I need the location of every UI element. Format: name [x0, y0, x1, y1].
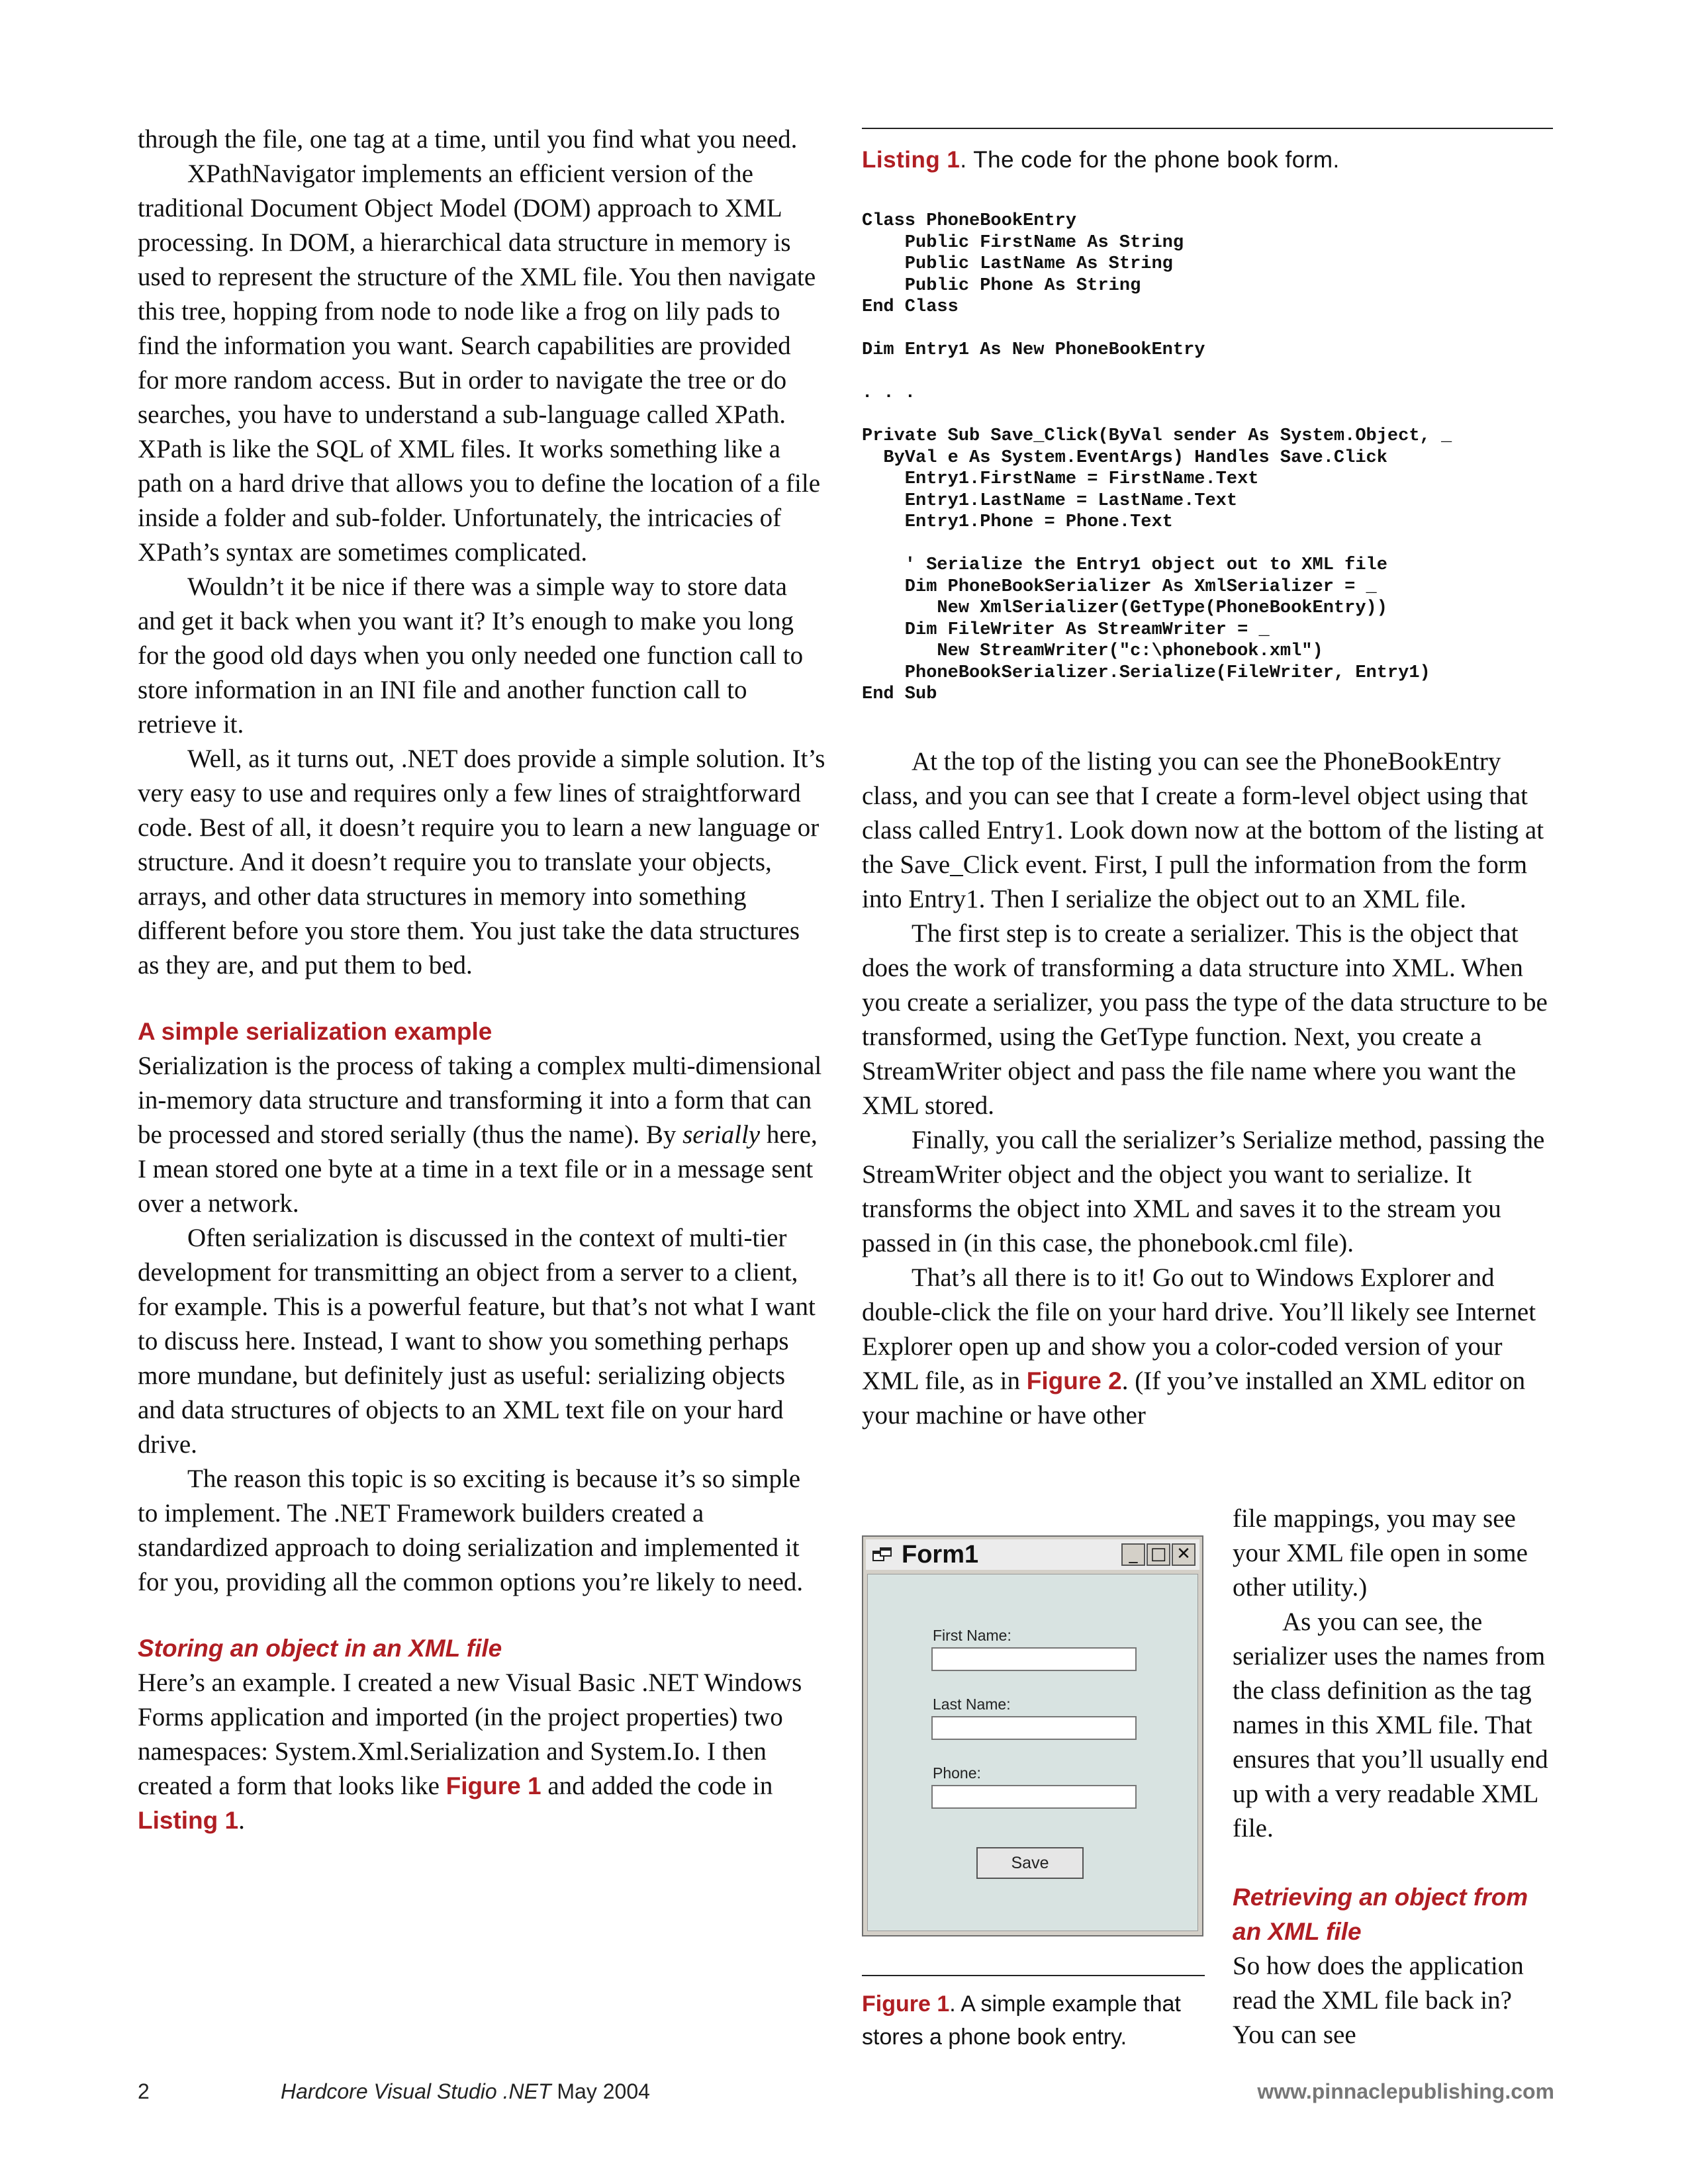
figure-2-reference: Figure 2 — [1026, 1367, 1122, 1394]
left-paragraph-4: Well, as it turns out, .NET does provide a simple solution. It’s very easy to use and requires only a few lines of straightforward code. Best of all, it doesn’t require you to learn a new language or structure. And it doesn’t require you to translate your objects, arrays, and other data structures in memory into something different before you store them. You just take the data structures as they are, and put them to bed. — [138, 745, 825, 979]
left-column — [138, 122, 826, 1838]
right-paragraph-4-b: . (If you’ve installed an XML editor on your machine or have other — [862, 1367, 1526, 1430]
publisher-url[interactable]: www.pinnaclepublishing.com — [1257, 2079, 1554, 2103]
left-paragraph-8-a: Here’s an example. I created a new Visual Basic .NET Windows Forms application and imported (in the project properties) two namespaces: System.Xml.Serialization and System.Io. I then created a form that looks like — [138, 1668, 802, 1800]
listing-label: Listing 1 — [862, 147, 961, 173]
listing-caption — [862, 144, 1340, 176]
listing-top-rule — [862, 128, 1553, 129]
left-paragraph-5-b: here, I mean stored one byte at a time in a text file or in a message sent over a network. — [138, 1120, 818, 1218]
last-name-input[interactable] — [931, 1716, 1137, 1740]
heading-simple-serialization: A simple serialization example — [138, 1018, 492, 1045]
right-paragraph-5: As you can see, the serializer uses the names from the class definition as the tag names in this XML file. That ensures that you’ll usually end up with a very readable XML file. — [1233, 1608, 1548, 1843]
first-name-label: First Name: — [933, 1627, 1011, 1644]
publication-date: May 2004 — [557, 2079, 650, 2103]
emphasis-serially: serially — [682, 1120, 761, 1149]
window-title-bar[interactable] — [866, 1539, 1199, 1570]
right-narrow-column — [1233, 1502, 1557, 2052]
left-paragraph-3: Wouldn’t it be nice if there was a simple way to store data and get it back when you want it? It’s enough to make you long for the good old days when you only needed one function call to store information in an INI file and another function call to retrieve it. — [138, 572, 804, 739]
right-column — [862, 745, 1554, 1433]
left-paragraph-2: XPathNavigator implements an efficient version of the traditional Document Object Model (DOM) approach to XML processing. In DOM, a hierarchical data structure in memory is used to represent the structure of the XML file. You then navigate this tree, hopping from node to node like a frog on lily pads to find the information you want. Search capabilities are provided for more random access. But in order to navigate the tree or do searches, you have to understand a sub-language called XPath. XPath is like the SQL of XML files. It works something like a path on a hard drive that allows you to define the location of a file inside a folder and sub-folder. Unfortunately, the intricacies of XPath’s syntax are sometimes complicated. — [138, 159, 821, 567]
figure-label: Figure 1 — [862, 1991, 950, 2017]
phone-input[interactable] — [931, 1785, 1137, 1809]
right-paragraph-4 — [862, 1261, 1554, 1433]
left-paragraph-8-b: and added the code in — [541, 1772, 773, 1800]
listing-1-reference: Listing 1 — [138, 1807, 239, 1834]
left-paragraph-1: through the file, one tag at a time, until you find what you need. — [138, 125, 798, 154]
form1-window — [862, 1535, 1203, 1936]
left-paragraph-8 — [138, 1666, 826, 1838]
right-paragraph-3: Finally, you call the serializer’s Serialize method, passing the StreamWriter object and the object you want to serialize. It transforms the object into XML and saves it to the stream you passed in (in this case, the phonebook.cml file). — [862, 1126, 1545, 1257]
right-paragraph-6: So how does the application read the XML file back in? You can see — [1233, 1952, 1524, 2049]
code-listing: Class PhoneBookEntry Public FirstName As String Public LastName As String Public Phone As String End Class Dim Entry1 As New PhoneBookEntry . . . Private Sub Save_Click(ByVal sender As System.Object, _ ByVal e As System.EventArgs) Handles Save.Click Entry1.FirstName = FirstName.Text Entry1.LastName = LastName.Text Entry1.Phone = Phone.Text ' Serialize the Entry1 object out to XML file Dim PhoneBookSerializer As XmlSerializer = _ New XmlSerializer(GetType(PhoneBookEntry)) Dim FileWriter As StreamWriter = _ New StreamWriter("c:\phonebook.xml") PhoneBookSerializer.Serialize(FileWriter, Entry1) End Sub — [862, 211, 1452, 704]
right-paragraph-1: At the top of the listing you can see the PhoneBookEntry class, and you can see that I create a form-level object using that class called Entry1. Look down now at the bottom of the listing at the Save_Click event. First, I pull the information from the form into Entry1. Then I serialize the object out to an XML file. — [862, 747, 1544, 913]
save-button[interactable]: Save — [976, 1847, 1084, 1879]
maximize-button[interactable]: □ — [1147, 1543, 1170, 1566]
left-paragraph-8-c: . — [238, 1806, 245, 1835]
window-title: Form1 — [902, 1541, 979, 1569]
figure-caption-text: . A simple example that stores a phone book entry. — [862, 1991, 1181, 2050]
last-name-label: Last Name: — [933, 1696, 1011, 1713]
figure-caption — [862, 1987, 1219, 2054]
form-window-icon — [872, 1547, 892, 1562]
figure-1-reference: Figure 1 — [445, 1772, 541, 1799]
form-client-area — [867, 1574, 1198, 1931]
left-paragraph-5 — [138, 1049, 826, 1221]
right-paragraph-4-continued: file mappings, you may see your XML file open in some other utility.) — [1233, 1504, 1528, 1602]
left-paragraph-7: The reason this topic is so exciting is because it’s so simple to implement. The .NET Framework builders created a standardized approach to doing serialization and implemented it for you, providing all the common options you’re likely to need. — [138, 1465, 804, 1596]
publication-line — [281, 2078, 650, 2105]
page-number: 2 — [138, 2079, 150, 2103]
minimize-button[interactable]: _ — [1121, 1543, 1145, 1566]
right-paragraph-4-a: That’s all there is to it! Go out to Windows Explorer and double-click the file on your hard drive. You’ll likely see Internet Explorer open up and show you a color-coded version of your XML file, as in — [862, 1263, 1536, 1395]
first-name-input[interactable] — [931, 1647, 1137, 1671]
right-paragraph-2: The first step is to create a serializer. This is the object that does the work of transforming a data structure into XML. When you create a serializer, you pass the type of the data structure to be transformed, using the GetType function. Next, you create a StreamWriter object and pass the file name where you want the XML stored. — [862, 919, 1548, 1120]
phone-label: Phone: — [933, 1764, 981, 1782]
publication-name: Hardcore Visual Studio .NET — [281, 2079, 551, 2103]
left-paragraph-6: Often serialization is discussed in the context of multi-tier development for transmitting an object from a server to a client, for example. This is a powerful feature, but that’s not what I want to discuss here. Instead, I want to show you something perhaps more mundane, but definitely just as useful: serializing objects and data structures of objects to an XML text file on your hard drive. — [138, 1224, 816, 1459]
heading-storing-object: Storing an object in an XML file — [138, 1635, 502, 1662]
left-paragraph-5-a: Serialization is the process of taking a complex multi-dimensional in-memory data structure and transforming it into a form that can be processed and stored serially (thus the name). By — [138, 1052, 822, 1149]
close-button[interactable]: ✕ — [1172, 1543, 1196, 1566]
heading-retrieving-object: Retrieving an object from an XML file — [1233, 1884, 1528, 1945]
figure-rule — [862, 1975, 1205, 1976]
listing-caption-text: . The code for the phone book form. — [960, 147, 1340, 173]
